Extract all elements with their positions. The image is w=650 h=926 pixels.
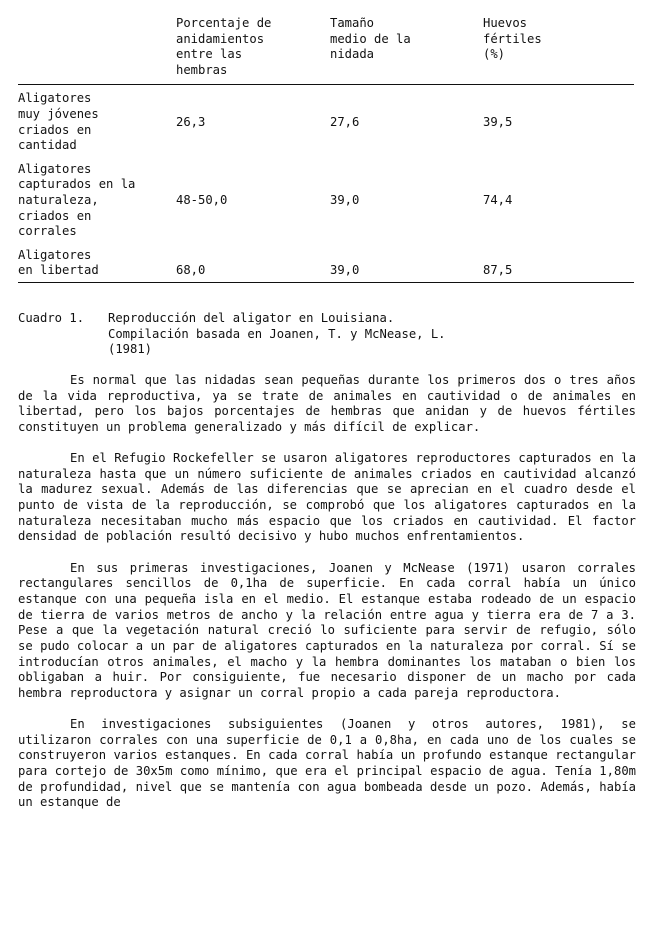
caption-label: Cuadro 1. xyxy=(18,311,85,325)
body-text xyxy=(18,373,636,811)
table-row xyxy=(18,85,634,154)
clutch-value: 39,0 xyxy=(330,192,360,207)
fertile-value: 39,5 xyxy=(483,114,513,129)
fertile-value: 74,4 xyxy=(483,192,513,207)
header-nesting-percentage: Porcentaje de anidamientos entre las hembras xyxy=(176,16,330,85)
clutch-value: 39,0 xyxy=(330,240,483,283)
table-header-row xyxy=(18,16,634,85)
row-label: Aligatores en libertad xyxy=(18,240,176,283)
table-row xyxy=(18,240,634,283)
row-label: Aligatores muy jóvenes criados en cantidad xyxy=(18,91,99,153)
paragraph: Es normal que las nidadas sean pequeñas durante los primeros dos o tres años de la vida reproductiva, ya se trate de animales en cautividad o de animales en libertad, pero los bajos porcentajes de hembras que anidan y de huevos fértiles constituyen un problema generalizado y más difícil de explicar. xyxy=(18,373,636,434)
table-caption xyxy=(18,311,634,358)
header-empty xyxy=(18,16,176,85)
nesting-value: 48-50,0 xyxy=(176,192,228,207)
paragraph: En investigaciones subsiguientes (Joanen y otros autores, 1981), se utilizaron corrales con una superficie de 0,1 a 0,8ha, en cada uno de los cuales se construyeron varios estanques. En cada corral había un profundo estanque rectangular para cortejo de 30x5m como mínimo, que era el principal espacio de agua. Tenía 1,80m de profundidad, nivel que se mantenía con agua bombeada desde un pozo. Además, había un estanque de xyxy=(18,716,636,810)
paragraph: En sus primeras investigaciones, Joanen y McNease (1971) usaron corrales rectangulares sencillos de 0,1ha de superficie. En cada corral había un único estanque con una pequeña isla en el medio. El estanque estaba rodeado de un espacio de tierra de varios metros de ancho y la relación entre agua y tierra era de 7 a 3. Pese a que la vegetación natural creció lo suficiente para servir de refugio, sólo se pudo colocar a un par de aligatores capturados en la naturaleza por corral. Sí se introducían otros animales, el macho y la hembra dominantes los mataban o bien los obligaban a huir. Por consiguiente, fue necesario disponer de un macho por cada hembra reproductora y asignar un corral propio a cada pareja reproductora. xyxy=(18,560,636,700)
fertile-value: 87,5 xyxy=(483,240,634,283)
clutch-value: 27,6 xyxy=(330,114,360,129)
nesting-value: 26,3 xyxy=(176,114,206,129)
row-label: Aligatores capturados en la naturaleza, criados en corrales xyxy=(18,161,136,239)
table-row xyxy=(18,154,634,240)
header-fertile-eggs: Huevos fértiles (%) xyxy=(483,16,634,85)
reproduction-table xyxy=(18,16,634,283)
nesting-value: 68,0 xyxy=(176,240,330,283)
header-clutch-size: Tamaño medio de la nidada xyxy=(330,16,483,85)
paragraph: En el Refugio Rockefeller se usaron aligatores reproductores capturados en la naturaleza hasta que un número suficiente de animales criados en cautividad alcanzó la madurez sexual. Además de las diferencias que se aprecian en el cuadro desde el punto de vista de la reproducción, se comprobó que los aligatores capturados en la naturaleza necesitaban mucho más espacio que los criados en cautividad. El factor densidad de población resultó decisivo y hubo muchos enfrentamientos. xyxy=(18,451,636,544)
caption-text: Reproducción del aligator en Louisiana. Compilación basada en Joanen, T. y McNease, L. (1981) xyxy=(108,311,446,357)
